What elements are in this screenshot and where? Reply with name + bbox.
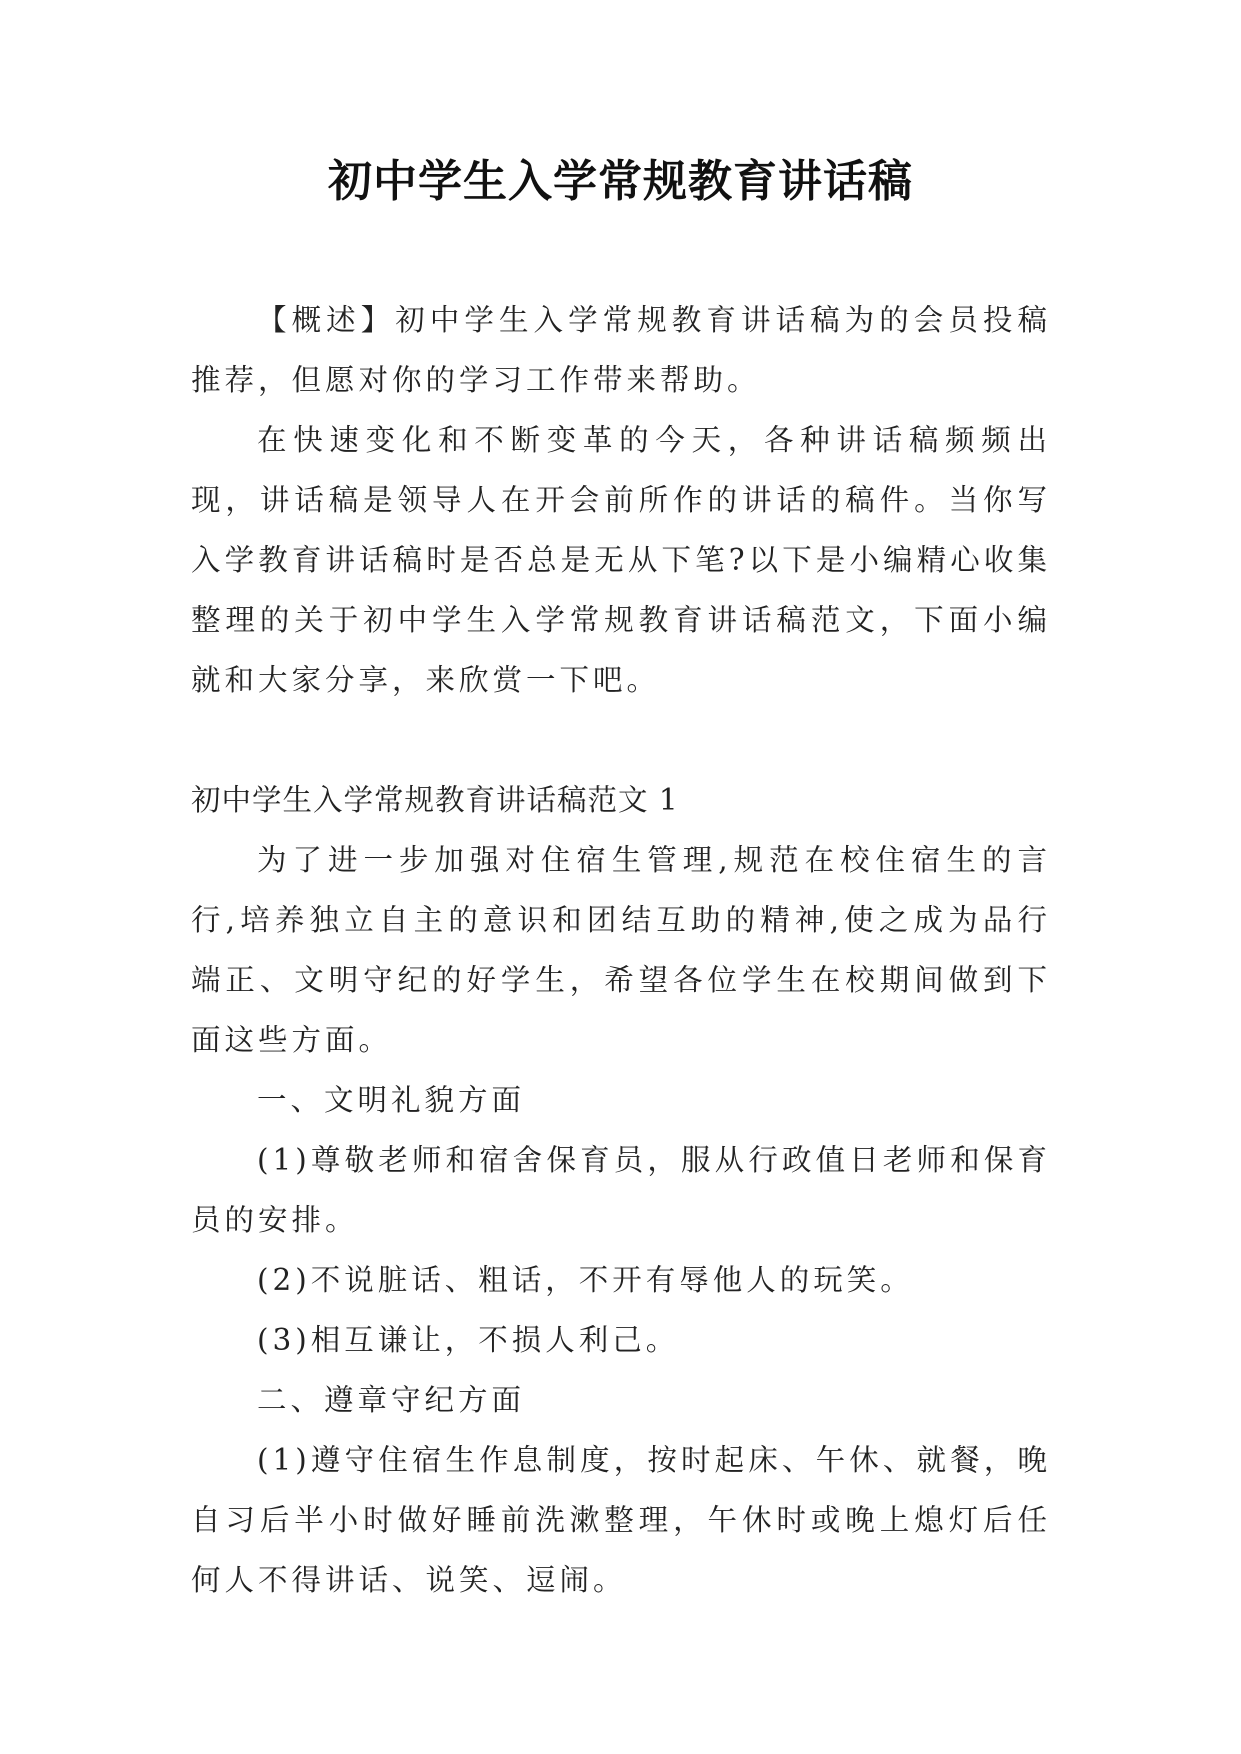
summary-paragraph: 【概述】初中学生入学常规教育讲话稿为的会员投稿推荐，但愿对你的学习工作带来帮助。: [191, 303, 1051, 397]
document-title: 初中学生入学常规教育讲话稿: [328, 156, 913, 207]
section-intro-paragraph: 为了进一步加强对住宿生管理,规范在校住宿生的言行,培养独立自主的意识和团结互助的精神,使之成为品行端正、文明守纪的好学生，希望各位学生在校期间做到下面这些方面。: [191, 843, 1051, 1057]
subheading-discipline: 二、遵章守纪方面: [257, 1383, 526, 1417]
civility-item-3: (3)相互谦让，不损人利己。: [257, 1323, 680, 1357]
section-heading: 初中学生入学常规教育讲话稿范文 1: [191, 783, 679, 817]
civility-item-1: (1)尊敬老师和宿舍保育员，服从行政值日老师和保育员的安排。: [191, 1143, 1051, 1237]
subheading-civility: 一、文明礼貌方面: [257, 1083, 526, 1117]
discipline-item-1: (1)遵守住宿生作息制度，按时起床、午休、就餐，晚自习后半小时做好睡前洗漱整理，午休时或晚上熄灯后任何人不得讲话、说笑、逗闹。: [191, 1443, 1051, 1597]
document-body: [191, 290, 1051, 1610]
intro-paragraph: 在快速变化和不断变革的今天，各种讲话稿频频出现，讲话稿是领导人在开会前所作的讲话的稿件。当你写入学教育讲话稿时是否总是无从下笔?以下是小编精心收集整理的关于初中学生入学常规教育讲话稿范文，下面小编就和大家分享，来欣赏一下吧。: [191, 423, 1051, 697]
civility-item-2: (2)不说脏话、粗话，不开有辱他人的玩笑。: [257, 1263, 914, 1297]
